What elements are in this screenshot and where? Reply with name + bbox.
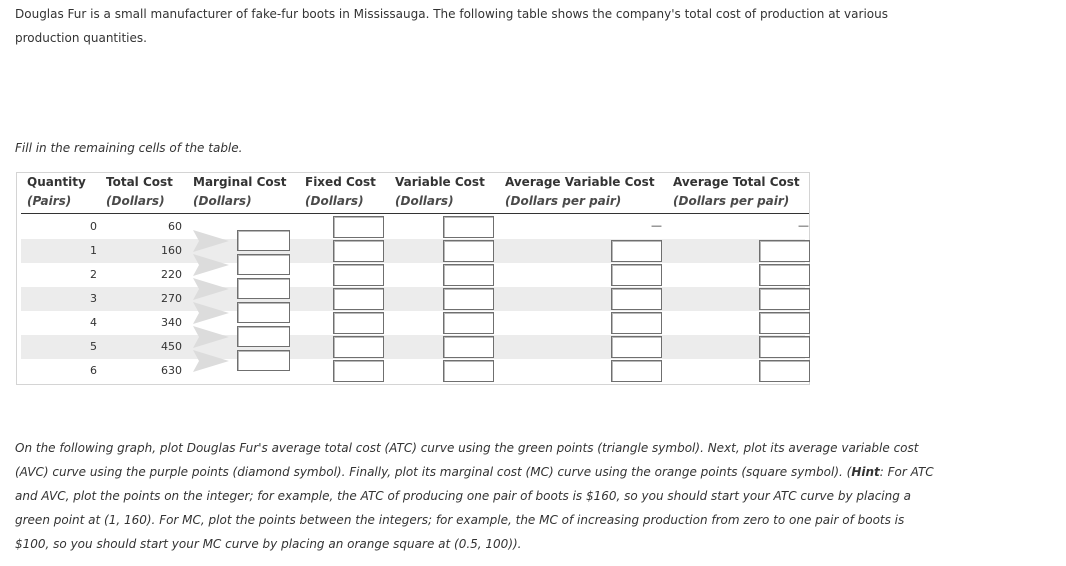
marginal-cost-input[interactable]: [237, 278, 290, 299]
variable-cost-input[interactable]: [443, 240, 494, 262]
chevron-right-icon: [193, 278, 229, 300]
chevron-right-icon: [193, 326, 229, 348]
table-row: [21, 311, 805, 335]
variable-cost-input[interactable]: [443, 360, 494, 382]
table-row: [21, 239, 805, 263]
intro-text: Douglas Fur is a small manufacturer of fake-fur boots in Mississauga. The following table shows the company's total cost of production at various production quantities.: [15, 7, 888, 45]
total-cost-cell: 160: [161, 244, 182, 257]
average-total-cost-input[interactable]: [759, 312, 810, 334]
cost-table: [16, 172, 810, 385]
table-row: [21, 287, 805, 311]
variable-cost-input[interactable]: [443, 288, 494, 310]
fixed-cost-input[interactable]: [333, 216, 384, 238]
marginal-cost-input[interactable]: [237, 230, 290, 251]
fixed-cost-input[interactable]: [333, 312, 384, 334]
average-total-cost-input[interactable]: [759, 264, 810, 286]
table-row: [21, 263, 805, 287]
header-average-variable-cost: Average Variable Cost (Dollars per pair): [505, 175, 655, 208]
fixed-cost-input[interactable]: [333, 264, 384, 286]
chevron-right-icon: [193, 350, 229, 372]
header-fixed-cost: Fixed Cost (Dollars): [305, 175, 376, 208]
total-cost-cell: 340: [161, 316, 182, 329]
graph-instructions: On the following graph, plot Douglas Fur's average total cost (ATC) curve using the green points (triangle symbol). Next, plot its average variable cost (AVC) curve using the purple points (diamond symbol). Finally, plot its marginal cost (MC) curve using the orange points (square symbol). (Hint: For ATC and AVC, plot the points on the integer; for example, the ATC of producing one pair of boots is $160, so you should start your ATC curve by placing a green point at (1, 160). For MC, plot the points between the integers; for example, the MC of increasing production from zero to one pair of boots is $100, so you should start your MC curve by placing an orange square at (0.5, 100)).: [15, 441, 934, 551]
average-total-cost-input[interactable]: [759, 360, 810, 382]
chevron-right-icon: [193, 254, 229, 276]
header-variable-cost: Variable Cost (Dollars): [395, 175, 485, 208]
quantity-cell: 3: [90, 292, 97, 305]
total-cost-cell: 450: [161, 340, 182, 353]
total-cost-cell: 270: [161, 292, 182, 305]
average-variable-cost-input[interactable]: [611, 336, 662, 358]
average-variable-cost-input[interactable]: [611, 312, 662, 334]
average-total-cost-input[interactable]: [759, 240, 810, 262]
avc-not-applicable: —: [651, 219, 662, 232]
fixed-cost-input[interactable]: [333, 360, 384, 382]
variable-cost-input[interactable]: [443, 264, 494, 286]
total-cost-cell: 630: [161, 364, 182, 377]
instruction-text: Fill in the remaining cells of the table.: [15, 141, 243, 155]
average-total-cost-input[interactable]: [759, 288, 810, 310]
quantity-cell: 4: [90, 316, 97, 329]
fixed-cost-input[interactable]: [333, 336, 384, 358]
variable-cost-input[interactable]: [443, 312, 494, 334]
quantity-cell: 0: [90, 220, 97, 233]
header-quantity: Quantity (Pairs): [27, 175, 86, 208]
chevron-right-icon: [193, 230, 229, 252]
header-total-cost: Total Cost (Dollars): [106, 175, 173, 208]
marginal-cost-input[interactable]: [237, 326, 290, 347]
marginal-cost-input[interactable]: [237, 350, 290, 371]
average-variable-cost-input[interactable]: [611, 360, 662, 382]
header-average-total-cost: Average Total Cost (Dollars per pair): [673, 175, 800, 208]
average-variable-cost-input[interactable]: [611, 288, 662, 310]
atc-not-applicable: —: [798, 219, 809, 232]
quantity-cell: 5: [90, 340, 97, 353]
average-variable-cost-input[interactable]: [611, 240, 662, 262]
header-divider: [21, 213, 809, 214]
chevron-right-icon: [193, 302, 229, 324]
average-variable-cost-input[interactable]: [611, 264, 662, 286]
quantity-cell: 1: [90, 244, 97, 257]
variable-cost-input[interactable]: [443, 216, 494, 238]
quantity-cell: 2: [90, 268, 97, 281]
marginal-cost-input[interactable]: [237, 254, 290, 275]
fixed-cost-input[interactable]: [333, 288, 384, 310]
average-total-cost-input[interactable]: [759, 336, 810, 358]
variable-cost-input[interactable]: [443, 336, 494, 358]
table-row: [21, 215, 809, 239]
hint-label: Hint: [851, 465, 880, 479]
header-marginal-cost: Marginal Cost (Dollars): [193, 175, 287, 208]
marginal-cost-input[interactable]: [237, 302, 290, 323]
fixed-cost-input[interactable]: [333, 240, 384, 262]
total-cost-cell: 220: [161, 268, 182, 281]
table-row: [21, 359, 805, 383]
quantity-cell: 6: [90, 364, 97, 377]
table-row: [21, 335, 805, 359]
total-cost-cell: 60: [168, 220, 182, 233]
